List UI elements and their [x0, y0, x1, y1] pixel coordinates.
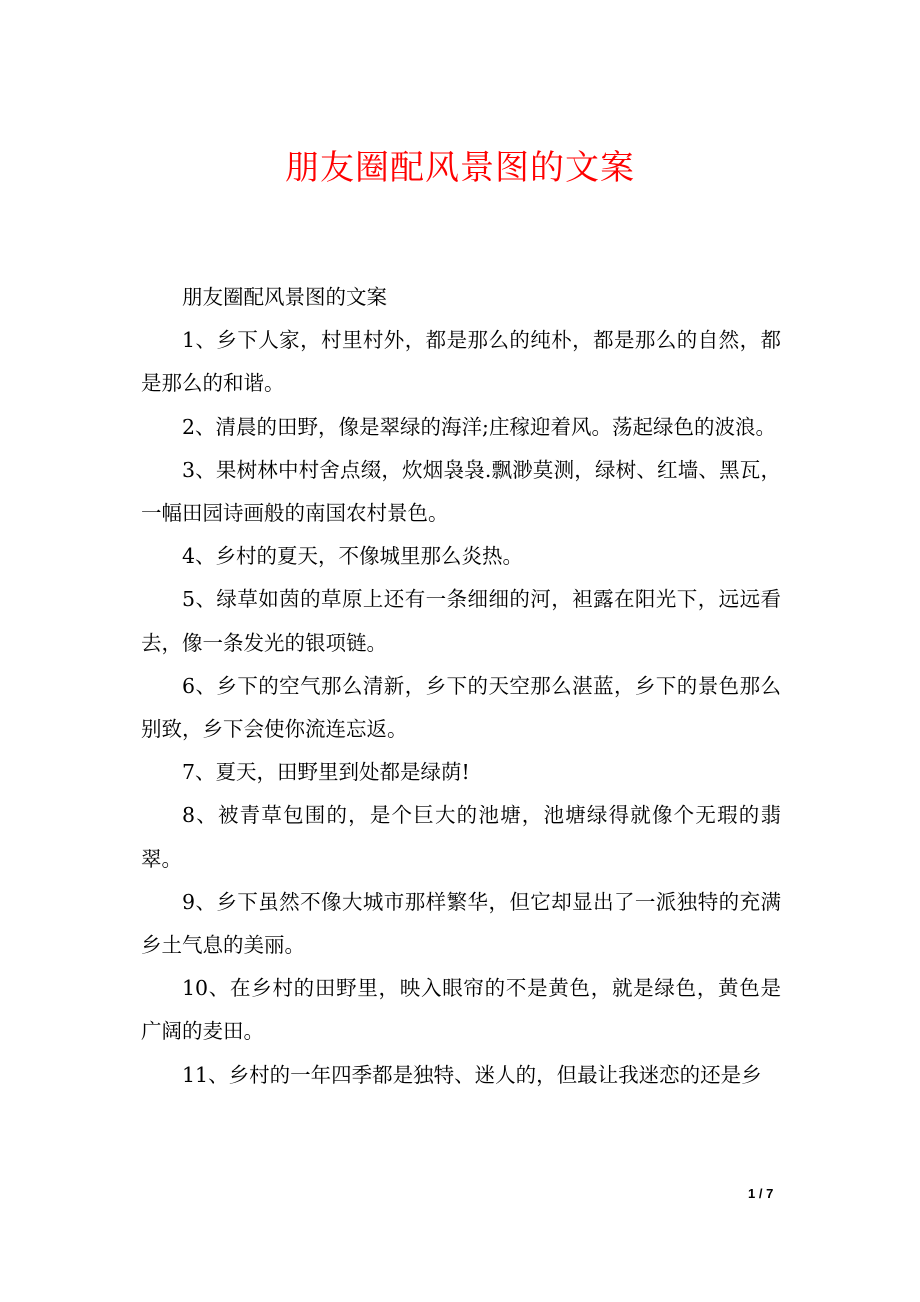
paragraph-item-1: 1、乡下人家，村里村外，都是那么的纯朴，都是那么的自然，都是那么的和谐。: [141, 328, 781, 396]
paragraph-item-3: 3、果树林中村舍点缀，炊烟袅袅.飘渺莫测，绿树、红墙、黑瓦，一幅田园诗画般的南国农村景色。: [141, 457, 781, 526]
paragraph-item-2: 2、清晨的田野，像是翠绿的海洋;庄稼迎着风。荡起绿色的波浪。: [182, 414, 776, 439]
paragraph-item-7: 7、夏天，田野里到处都是绿荫!: [182, 760, 470, 785]
paragraph-item-4: 4、乡村的夏天，不像城里那么炎热。: [182, 544, 524, 569]
document-body: [141, 276, 781, 1097]
paragraph-item-9: 9、乡下虽然不像大城市那样繁华，但它却显出了一派独特的充满乡土气息的美丽。: [141, 889, 781, 958]
document-title: 朋友圈配风景图的文案: [285, 148, 635, 188]
paragraph-heading: 朋友圈配风景图的文案: [182, 285, 387, 309]
paragraph-item-8: 8、被青草包围的，是个巨大的池塘，池塘绿得就像个无瑕的翡翠。: [141, 803, 781, 871]
paragraph-item-11: 11、乡村的一年四季都是独特、迷人的，但最让我迷恋的还是乡: [182, 1062, 762, 1087]
paragraph-item-10: 10、在乡村的田野里，映入眼帘的不是黄色，就是绿色，黄色是广阔的麦田。: [141, 976, 781, 1044]
paragraph-item-6: 6、乡下的空气那么清新，乡下的天空那么湛蓝，乡下的景色那么别致，乡下会使你流连忘返。: [141, 673, 781, 742]
paragraph-item-5: 5、绿草如茵的草原上还有一条细细的河，袒露在阳光下，远远看去，像一条发光的银项链。: [141, 587, 781, 655]
page-number: 1 / 7: [748, 1186, 774, 1201]
